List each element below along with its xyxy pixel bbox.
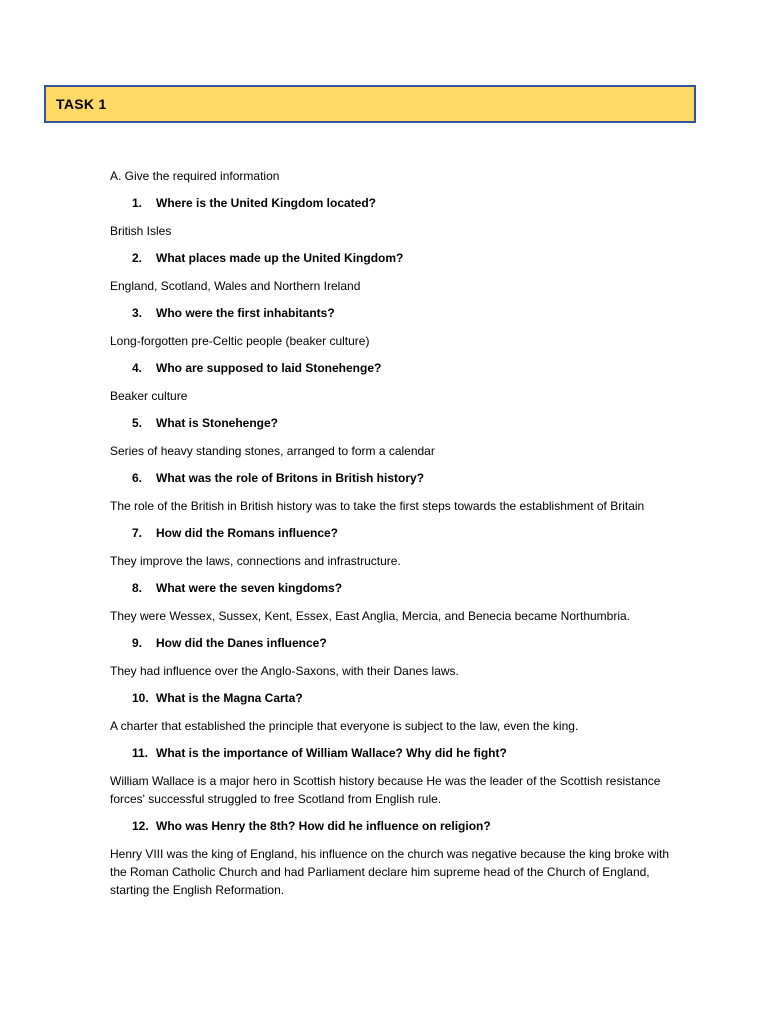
answer: William Wallace is a major hero in Scottish history because He was the leader of the Scottish resistance forces' successful struggled to free Scotland from English rule. (110, 774, 661, 806)
question (110, 525, 670, 542)
task-title: TASK 1 (56, 96, 107, 112)
answer: Long-forgotten pre-Celtic people (beaker culture) (110, 334, 370, 348)
question (110, 360, 670, 377)
answer: Henry VIII was the king of England, his influence on the church was negative because the king broke with the Roman Catholic Church and had Parliament declare him supreme head of the Church of England, starting the English Reformation. (110, 847, 669, 897)
question-text: How did the Romans influence? (156, 526, 339, 540)
task-header-box (44, 85, 696, 123)
question-text: Who are supposed to laid Stonehenge? (156, 361, 382, 375)
qa-item (110, 818, 670, 899)
question-number: 2. (132, 251, 143, 265)
question-number: 8. (132, 581, 143, 595)
question-number: 11. (132, 746, 149, 760)
question-text: What is the Magna Carta? (156, 691, 303, 705)
question-text: What was the role of Britons in British history? (156, 471, 425, 485)
question-text: What were the seven kingdoms? (156, 581, 343, 595)
question-number: 1. (132, 196, 143, 210)
answer: They improve the laws, connections and infrastructure. (110, 554, 401, 568)
question (110, 415, 670, 432)
document-body (110, 168, 670, 909)
question (110, 635, 670, 652)
qa-item (110, 690, 670, 735)
question-number: 9. (132, 636, 143, 650)
question-text: Who were the first inhabitants? (156, 306, 335, 320)
answer: England, Scotland, Wales and Northern Ireland (110, 279, 361, 293)
question-number: 7. (132, 526, 143, 540)
qa-item (110, 470, 670, 515)
question-number: 10. (132, 691, 149, 705)
question-text: Where is the United Kingdom located? (156, 196, 377, 210)
qa-item (110, 580, 670, 625)
question-number: 12. (132, 819, 149, 833)
question (110, 690, 670, 707)
qa-item (110, 360, 670, 405)
qa-item (110, 305, 670, 350)
question-text: Who was Henry the 8th? How did he influence on religion? (156, 819, 491, 833)
answer: British Isles (110, 224, 172, 238)
answer: Series of heavy standing stones, arranged to form a calendar (110, 444, 435, 458)
qa-item (110, 635, 670, 680)
qa-item (110, 745, 670, 808)
qa-item (110, 250, 670, 295)
question-text: What places made up the United Kingdom? (156, 251, 404, 265)
qa-item (110, 525, 670, 570)
answer: Beaker culture (110, 389, 188, 403)
answer: The role of the British in British history was to take the first steps towards the establishment of Britain (110, 499, 645, 513)
question (110, 470, 670, 487)
qa-item (110, 195, 670, 240)
question (110, 818, 670, 835)
question-number: 4. (132, 361, 143, 375)
answer: They had influence over the Anglo-Saxons, with their Danes laws. (110, 664, 459, 678)
section-intro: A. Give the required information (110, 169, 280, 183)
answer: They were Wessex, Sussex, Kent, Essex, East Anglia, Mercia, and Benecia became Northumbria. (110, 609, 631, 623)
question (110, 305, 670, 322)
question (110, 580, 670, 597)
question-text: What is Stonehenge? (156, 416, 279, 430)
question-text: How did the Danes influence? (156, 636, 327, 650)
question (110, 745, 670, 762)
question-number: 5. (132, 416, 143, 430)
qa-item (110, 415, 670, 460)
question (110, 250, 670, 267)
question-number: 6. (132, 471, 143, 485)
question-text: What is the importance of William Wallace? Why did he fight? (156, 746, 507, 760)
question (110, 195, 670, 212)
question-number: 3. (132, 306, 143, 320)
answer: A charter that established the principle that everyone is subject to the law, even the king. (110, 719, 579, 733)
